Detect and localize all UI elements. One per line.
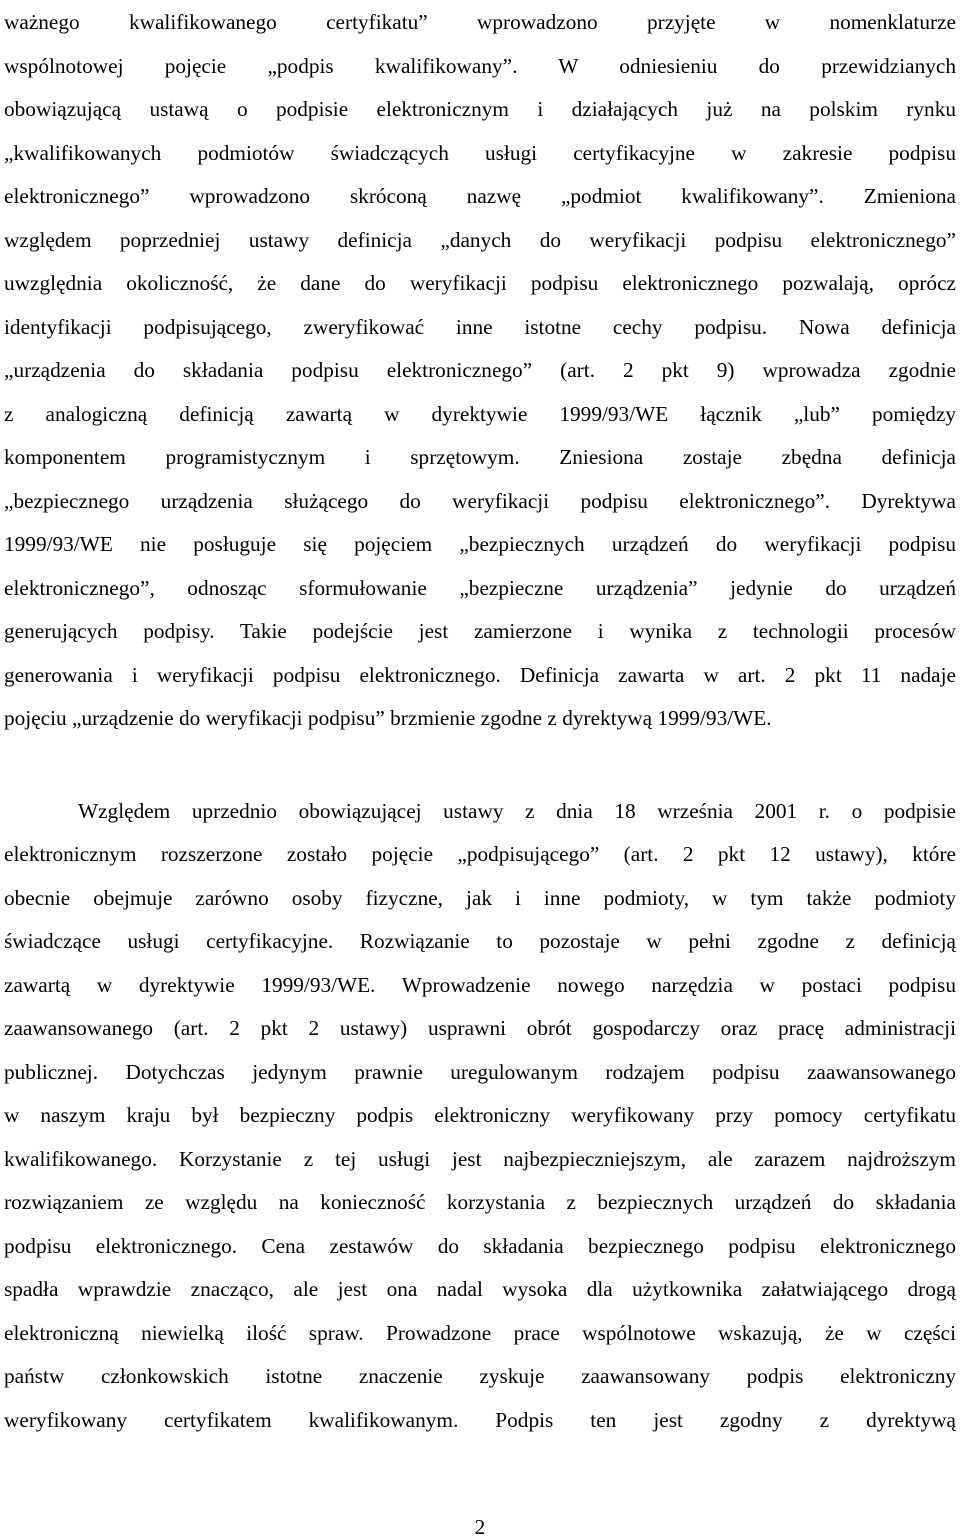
text-line: komponentem programistycznym i sprzętowym. Zniesiona zostaje zbędna definicja bbox=[4, 445, 956, 469]
text-line: obecnie obejmuje zarówno osoby fizyczne, jak i inne podmioty, w tym także podmioty bbox=[4, 885, 956, 910]
text-line: „kwalifikowanych podmiotów świadczących usługi certyfikacyjne w zakresie podpisu bbox=[4, 140, 956, 165]
paragraph-signatory bbox=[4, 799, 956, 1452]
text-line: spadła wprawdzie znacząco, ale jest ona nadal wysoka dla użytkownika załatwiającego drogą bbox=[4, 1277, 956, 1301]
text-line: państw członkowskich istotne znaczenie zyskuje zaawansowany podpis elektroniczny bbox=[4, 1364, 956, 1388]
paragraph-definitions bbox=[4, 10, 956, 750]
body-text bbox=[4, 0, 956, 1451]
text-line: 1999/93/WE nie posługuje się pojęciem „bezpiecznych urządzeń do weryfikacji podpisu bbox=[4, 532, 956, 556]
text-line: względem poprzedniej ustawy definicja „danych do weryfikacji podpisu elektronicznego” bbox=[4, 227, 956, 252]
text-line: świadczące usługi certyfikacyjne. Rozwiązanie to pozostaje w pełni zgodne z definicją bbox=[4, 929, 956, 953]
page-number: 2 bbox=[474, 1515, 486, 1539]
text-line: zaawansowanego (art. 2 pkt 2 ustawy) usprawni obrót gospodarczy oraz pracę administracji bbox=[4, 1016, 956, 1040]
text-line: „bezpiecznego urządzenia służącego do weryfikacji podpisu elektronicznego”. Dyrektywa bbox=[4, 488, 956, 513]
text-line: generujących podpisy. Takie podejście jest zamierzone i wynika z technologii procesów bbox=[4, 619, 956, 643]
text-line: Względem uprzednio obowiązującej ustawy z dnia 18 września 2001 r. o podpisie bbox=[78, 798, 956, 823]
text-line: obowiązującą ustawą o podpisie elektronicznym i działających już na polskim rynku bbox=[4, 97, 956, 121]
text-line: uwzględnia okoliczność, że dane do weryfikacji podpisu elektronicznego pozwalają, oprócz bbox=[4, 271, 956, 295]
text-line: rozwiązaniem ze względu na konieczność korzystania z bezpiecznych urządzeń do składania bbox=[4, 1190, 956, 1214]
text-line: weryfikowany certyfikatem kwalifikowanym. Podpis ten jest zgodny z dyrektywą bbox=[4, 1407, 956, 1432]
text-line: zawartą w dyrektywie 1999/93/WE. Wprowadzenie nowego narzędzia w postaci podpisu bbox=[4, 972, 956, 997]
text-line: elektronicznego”, odnosząc sformułowanie „bezpieczne urządzenia” jedynie do urządzeń bbox=[4, 575, 956, 600]
text-line: wspólnotowej pojęcie „podpis kwalifikowany”. W odniesieniu do przewidzianych bbox=[4, 53, 956, 78]
text-line: elektroniczną niewielką ilość spraw. Prowadzone prace wspólnotowe wskazują, że w części bbox=[4, 1320, 956, 1345]
text-line: identyfikacji podpisującego, zweryfikować inne istotne cechy podpisu. Nowa definicja bbox=[4, 314, 956, 339]
text-line: kwalifikowanego. Korzystanie z tej usługi jest najbezpieczniejszym, ale zarazem najdroższym bbox=[4, 1146, 956, 1171]
text-line: pojęciu „urządzenie do weryfikacji podpisu” brzmienie zgodne z dyrektywą 1999/93/WE. bbox=[4, 706, 772, 730]
text-line: „urządzenia do składania podpisu elektronicznego” (art. 2 pkt 9) wprowadza zgodnie bbox=[4, 358, 956, 382]
text-line: generowania i weryfikacji podpisu elektronicznego. Definicja zawarta w art. 2 pkt 11 nadaje bbox=[4, 662, 956, 687]
text-line: ważnego kwalifikowanego certyfikatu” wprowadzono przyjęte w nomenklaturze bbox=[4, 10, 956, 34]
text-line: podpisu elektronicznego. Cena zestawów do składania bezpiecznego podpisu elektronicznego bbox=[4, 1233, 956, 1258]
text-line: z analogiczną definicją zawartą w dyrektywie 1999/93/WE łącznik „lub” pomiędzy bbox=[4, 401, 956, 426]
text-line: publicznej. Dotychczas jedynym prawnie uregulowanym rodzajem podpisu zaawansowanego bbox=[4, 1059, 956, 1084]
text-line: elektronicznego” wprowadzono skróconą nazwę „podmiot kwalifikowany”. Zmieniona bbox=[4, 184, 956, 208]
text-line: w naszym kraju był bezpieczny podpis elektroniczny weryfikowany przy pomocy certyfikatu bbox=[4, 1103, 956, 1127]
text-line: elektronicznym rozszerzone zostało pojęcie „podpisującego” (art. 2 pkt 12 ustawy), które bbox=[4, 842, 956, 866]
